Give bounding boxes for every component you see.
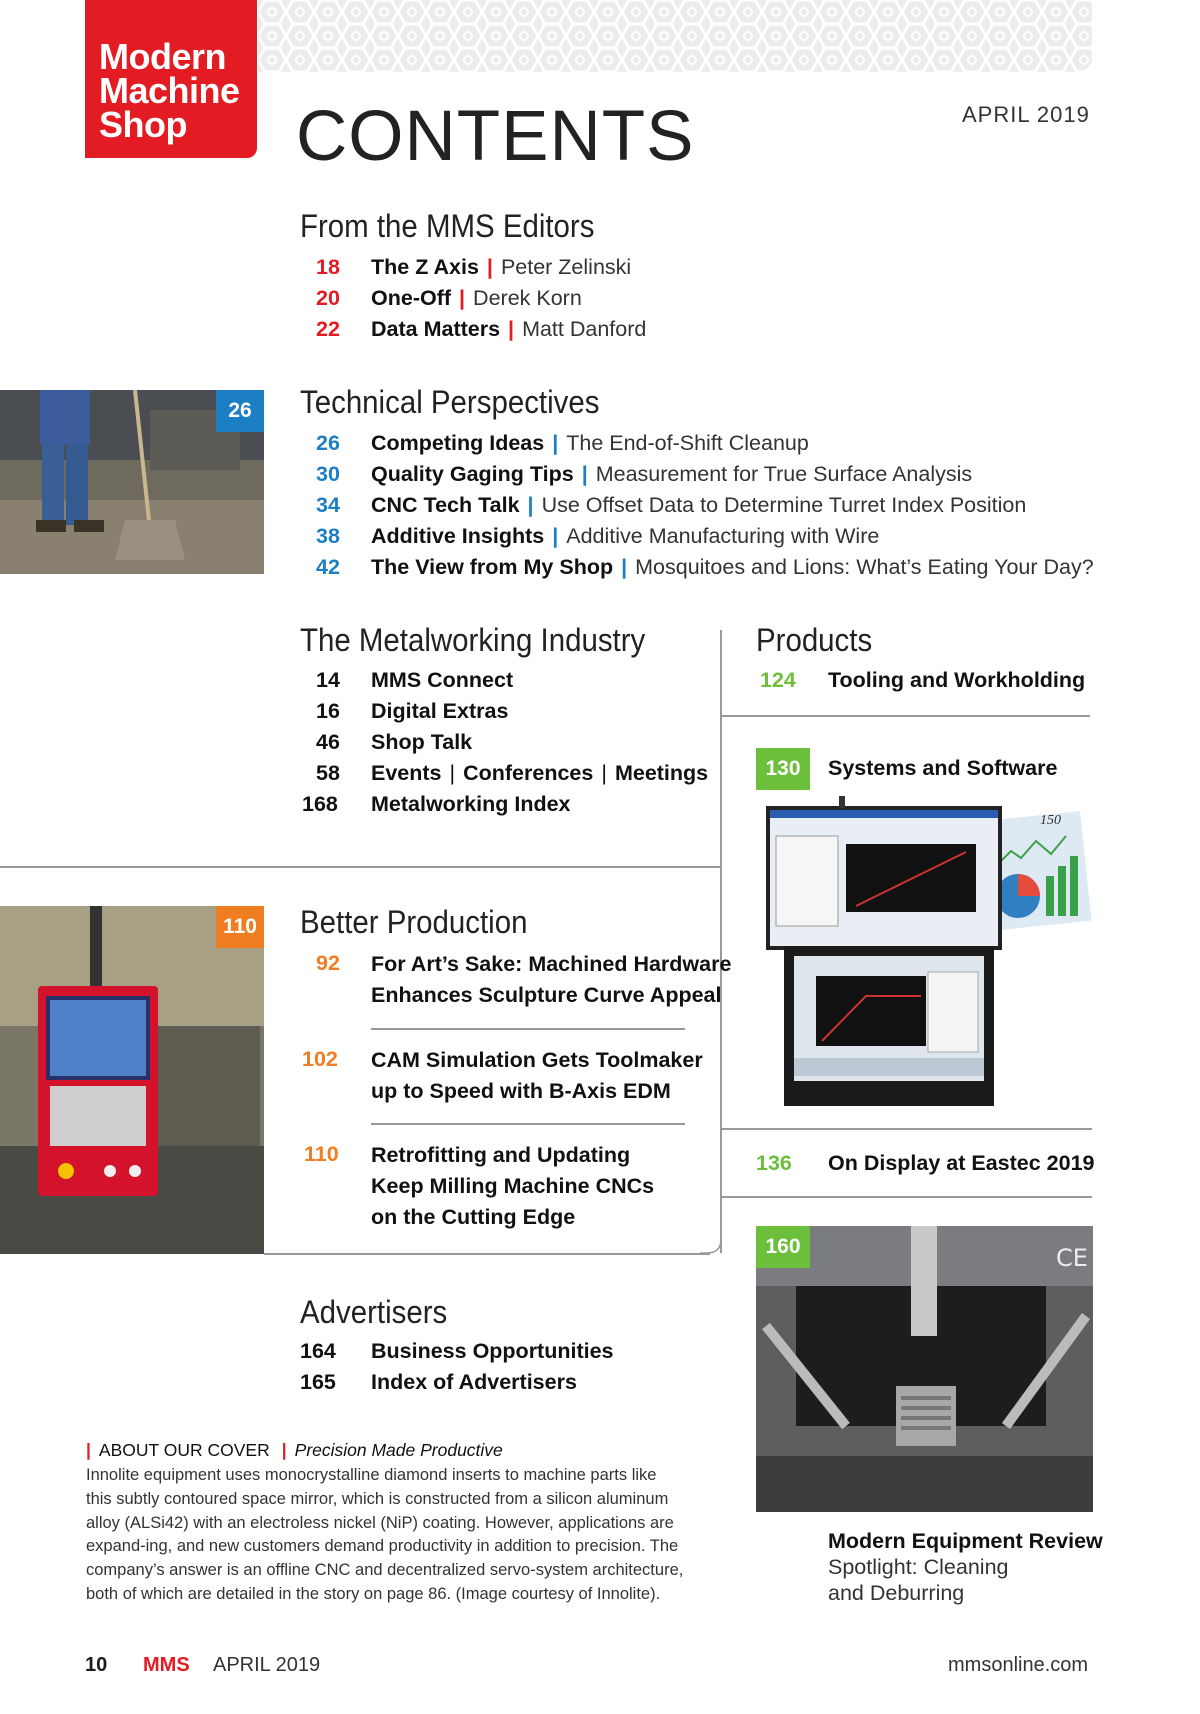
separator: |	[601, 761, 607, 785]
separator: |	[527, 493, 534, 517]
entry-title-line-2: up to Speed with B-Axis EDM	[371, 1079, 671, 1103]
page-number: 42	[316, 555, 340, 579]
separator: |	[621, 555, 628, 579]
entry-divider	[371, 1123, 685, 1125]
entry-title: Quality Gaging Tips	[371, 462, 574, 486]
entry-title: Data Matters	[371, 317, 501, 341]
pattern-graphic	[258, 0, 1092, 72]
page-number: 16	[316, 699, 340, 723]
page-number: 168	[302, 792, 338, 816]
software-screens-image	[756, 796, 1092, 1110]
entry-title: Systems and Software	[828, 756, 1058, 780]
hmi-screens-graphic	[756, 796, 1092, 1110]
entry-author: Derek Korn	[473, 286, 582, 310]
entry-title: On Display at Eastec 2019	[828, 1151, 1095, 1175]
section-divider	[0, 866, 721, 868]
page-number: 30	[316, 462, 340, 486]
entry-title: Modern Equipment Review	[828, 1529, 1103, 1553]
cnc-retrofit-photo	[0, 906, 264, 1254]
separator: |	[486, 255, 493, 279]
entry-title: MMS Connect	[371, 668, 514, 692]
footer-date: APRIL 2019	[213, 1654, 321, 1676]
page-number: 38	[316, 524, 340, 548]
page-number: 14	[316, 668, 340, 692]
section-title-metalworking: The Metalworking Industry	[300, 622, 646, 658]
page-number: 22	[316, 317, 340, 341]
section-title-better: Better Production	[300, 904, 528, 940]
products-divider	[722, 715, 1090, 717]
page-number: 58	[316, 761, 340, 785]
footer-website-link[interactable]: mmsonline.com	[948, 1654, 1089, 1676]
page-badge: 130	[756, 748, 810, 790]
entry-author: Matt Danford	[522, 317, 647, 341]
entry-title: Additive Insights	[371, 524, 545, 548]
section-title-products: Products	[756, 622, 873, 658]
heading-bar: |	[281, 1440, 287, 1460]
entry-title-2: Conferences	[463, 761, 594, 785]
entry-description: Mosquitoes and Lions: What’s Eating Your Day?	[635, 555, 1094, 579]
page-badge: 26	[216, 390, 264, 432]
page-number: 92	[316, 951, 340, 975]
entry-description: Use Offset Data to Determine Turret Index Position	[541, 493, 1027, 517]
page-number: 34	[316, 493, 340, 517]
separator: |	[581, 462, 588, 486]
entry-title: CNC Tech Talk	[371, 493, 520, 517]
page-number: 110	[304, 1142, 339, 1166]
page-number-footer: 10	[85, 1654, 108, 1676]
screen-value: 150	[1040, 813, 1061, 828]
entry-description: Measurement for True Surface Analysis	[595, 462, 973, 486]
page-number: 165	[300, 1370, 336, 1394]
cover-label: ABOUT OUR COVER	[98, 1440, 270, 1460]
deburring-machine-image	[756, 1226, 1093, 1512]
cover-description: Innolite equipment uses monocrystalline diamond inserts to machine parts like this subtly contoured space mirror, which is constructed from a silicon aluminum alloy (ALSi42) with an electroless nickel (NiP) coating. However, applications are expand-ing, and new customers demand productivity in addition to precision. The company’s answer is an offline CNC and decentralized servo-system architecture, both of which are detailed in the story on page 86. (Image courtesy of Innolite).	[86, 1466, 684, 1603]
section-title-editors: From the MMS Editors	[300, 208, 595, 244]
entry-title-line-2: Keep Milling Machine CNCs	[371, 1174, 655, 1198]
page-number: 136	[756, 1151, 792, 1175]
entry-description-2: and Deburring	[828, 1581, 965, 1605]
header-pattern	[258, 0, 1092, 72]
entry-divider	[371, 1028, 685, 1030]
entry-title-line-2: Enhances Sculpture Curve Appeal	[371, 983, 722, 1007]
page-number: 102	[302, 1047, 338, 1071]
cover-heading	[86, 1440, 503, 1461]
entry-title: The Z Axis	[371, 255, 479, 279]
entry-title: Index of Advertisers	[371, 1370, 577, 1394]
page-number: 164	[300, 1339, 336, 1363]
page-number: 18	[316, 255, 340, 279]
entry-title: Shop Talk	[371, 730, 473, 754]
entry-description-1: Spotlight: Cleaning	[828, 1555, 1009, 1579]
heading-bar: |	[86, 1440, 91, 1460]
logo-line-3: Shop	[99, 104, 187, 145]
page-badge: 160	[756, 1226, 810, 1268]
separator: |	[552, 431, 559, 455]
logo-line-1: Modern	[99, 36, 226, 77]
separator: |	[552, 524, 559, 548]
page-number: 124	[760, 668, 796, 692]
issue-date: APRIL 2019	[962, 102, 1090, 127]
logo-line-2: Machine	[99, 70, 240, 111]
products-divider	[722, 1128, 1092, 1130]
entry-title: Digital Extras	[371, 699, 509, 723]
entry-title: The View from My Shop	[371, 555, 614, 579]
separator: |	[449, 761, 456, 785]
footer-brand: MMS	[143, 1654, 190, 1676]
entry-title-line-1: CAM Simulation Gets Toolmaker	[371, 1048, 703, 1072]
page-number: 20	[316, 286, 340, 310]
svg-text:CE: CE	[1056, 1244, 1088, 1272]
entry-author: Peter Zelinski	[500, 255, 632, 279]
page-number: 46	[316, 730, 340, 754]
entry-description: Additive Manufacturing with Wire	[566, 524, 880, 548]
mms-logo[interactable]	[85, 0, 257, 158]
entry-title: Tooling and Workholding	[828, 668, 1086, 692]
products-divider	[722, 1196, 1092, 1198]
entry-title: Competing Ideas	[371, 431, 545, 455]
toc-entry-mer[interactable]	[828, 1528, 1103, 1606]
page-badge: 110	[216, 906, 264, 948]
separator: |	[459, 286, 466, 310]
separator: |	[508, 317, 515, 341]
cover-title: Precision Made Productive	[294, 1440, 503, 1460]
entry-title: Business Opportunities	[371, 1339, 614, 1363]
page-title: CONTENTS	[296, 97, 695, 176]
section-title-advertisers: Advertisers	[300, 1294, 448, 1330]
entry-title: One-Off	[371, 286, 452, 310]
entry-title-3: Meetings	[614, 761, 709, 785]
page-number: 26	[316, 431, 340, 455]
entry-description: The End-of-Shift Cleanup	[566, 431, 809, 455]
entry-title: Events	[371, 761, 442, 785]
cnc-control-image	[0, 906, 264, 1254]
entry-title-line-1: Retrofitting and Updating	[371, 1143, 631, 1167]
entry-title: Metalworking Index	[371, 792, 571, 816]
entry-title-line-3: on the Cutting Edge	[371, 1205, 576, 1229]
column-divider	[720, 630, 722, 1253]
deburring-photo	[756, 1226, 1093, 1512]
entry-title-line-1: For Art’s Sake: Machined Hardware	[371, 952, 732, 976]
section-title-technical: Technical Perspectives	[300, 384, 600, 420]
section-divider	[264, 1253, 710, 1255]
corner-curve	[700, 1233, 722, 1255]
